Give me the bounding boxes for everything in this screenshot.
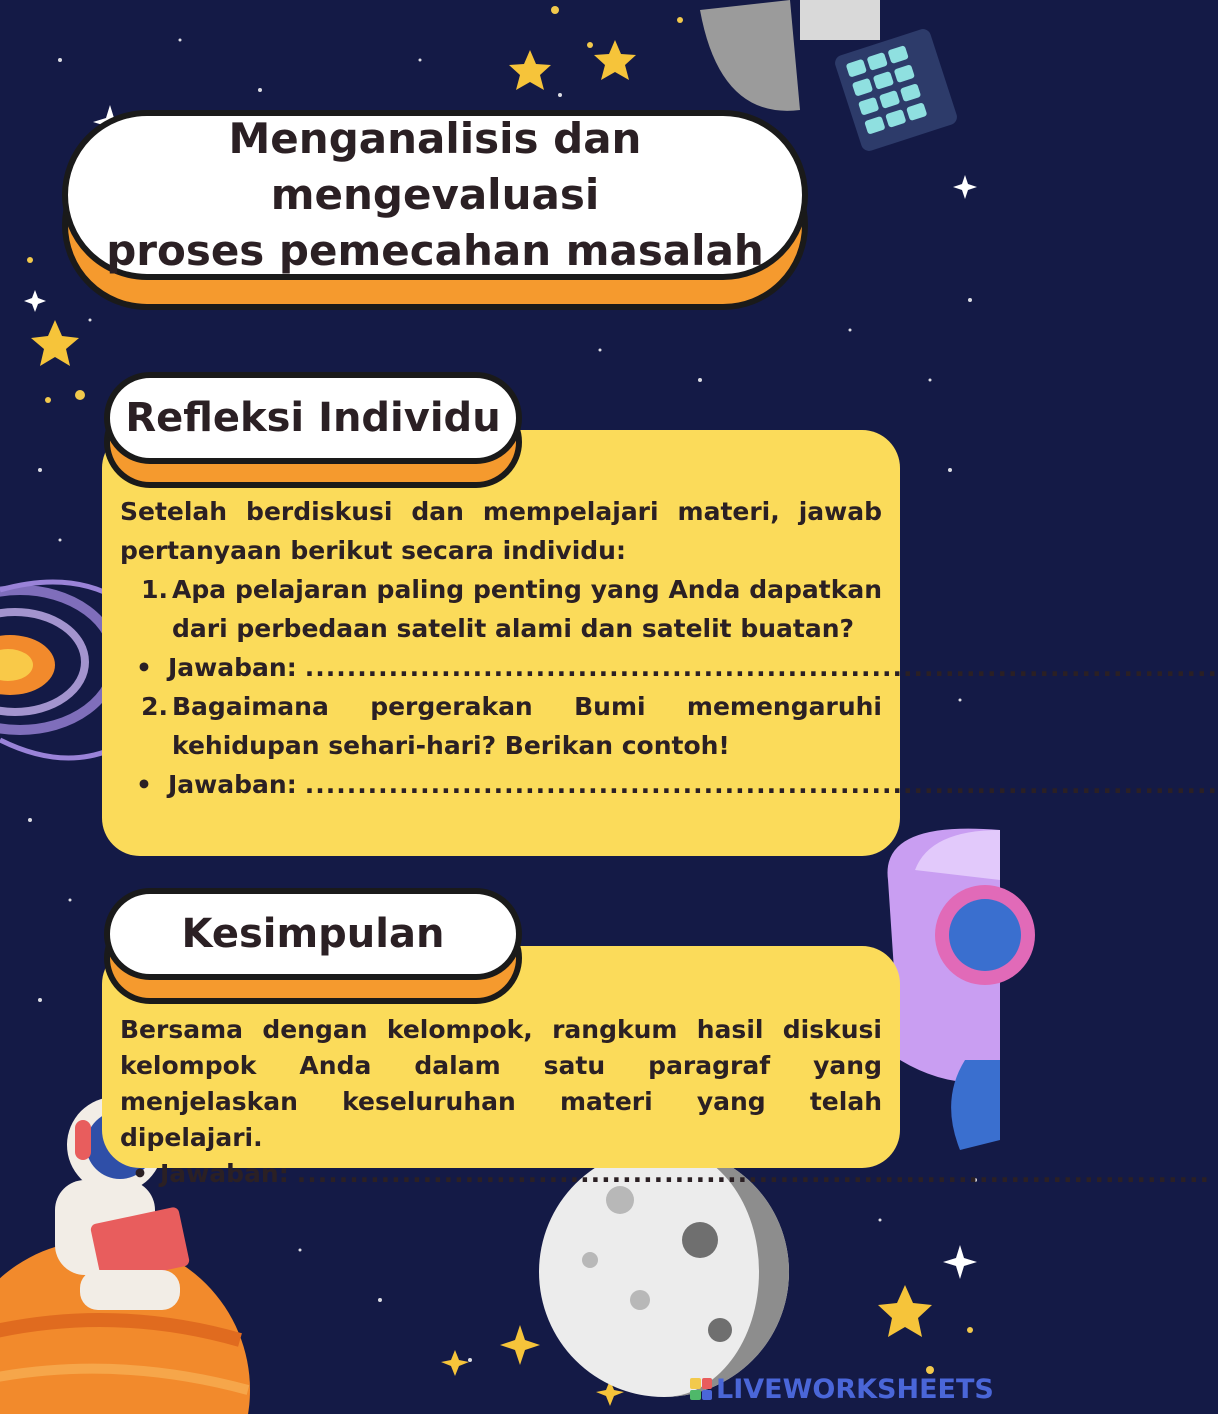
title-line-2: proses pemecahan masalah bbox=[106, 226, 764, 275]
question-2-number: 2. bbox=[141, 692, 168, 721]
watermark-text: LIVEWORKSHEETS bbox=[716, 1373, 994, 1405]
kesimpulan-text: Bersama dengan kelompok, rangkum hasil diskusi kelompok Anda dalam satu paragraf yang menjelaskan keseluruhan materi yang telah dipelajari. bbox=[120, 1015, 882, 1152]
kesimpulan-answer-field[interactable]: ....................................................................................... bbox=[296, 1159, 1210, 1188]
answer-1-line[interactable] bbox=[120, 648, 1218, 687]
kesimpulan-answer-label: Jawaban: bbox=[160, 1159, 289, 1188]
question-1 bbox=[120, 570, 882, 648]
answer-2-line[interactable] bbox=[120, 765, 1218, 804]
refleksi-card bbox=[102, 430, 1218, 856]
question-2 bbox=[120, 687, 882, 765]
bullet-icon: • bbox=[136, 653, 152, 682]
answer-1-label: Jawaban: bbox=[168, 653, 297, 682]
kesimpulan-heading: Kesimpulan bbox=[104, 888, 522, 980]
refleksi-intro: Setelah berdiskusi dan mempelajari materi, jawab pertanyaan berikut secara individu: bbox=[120, 497, 882, 565]
liveworksheets-logo-icon bbox=[690, 1378, 712, 1400]
answer-2-field[interactable]: ....................................................................................... bbox=[304, 770, 1218, 799]
refleksi-heading: Refleksi Individu bbox=[104, 372, 522, 464]
question-1-number: 1. bbox=[141, 575, 168, 604]
question-2-text: Bagaimana pergerakan Bumi memengaruhi kehidupan sehari-hari? Berikan contoh! bbox=[172, 692, 882, 760]
bullet-icon: • bbox=[136, 770, 152, 799]
question-1-text: Apa pelajaran paling penting yang Anda dapatkan dari perbedaan satelit alami dan satelit buatan? bbox=[172, 575, 882, 643]
answer-1-field[interactable]: ....................................................................................... bbox=[304, 653, 1218, 682]
bullet-icon: • bbox=[132, 1159, 148, 1188]
answer-2-label: Jawaban: bbox=[168, 770, 297, 799]
liveworksheets-watermark bbox=[690, 1374, 994, 1404]
kesimpulan-answer-line[interactable] bbox=[120, 1156, 1210, 1192]
title-line-1: Menganalisis dan mengevaluasi bbox=[228, 114, 642, 219]
page-title bbox=[62, 110, 808, 280]
rocket-icon bbox=[888, 829, 1036, 1150]
